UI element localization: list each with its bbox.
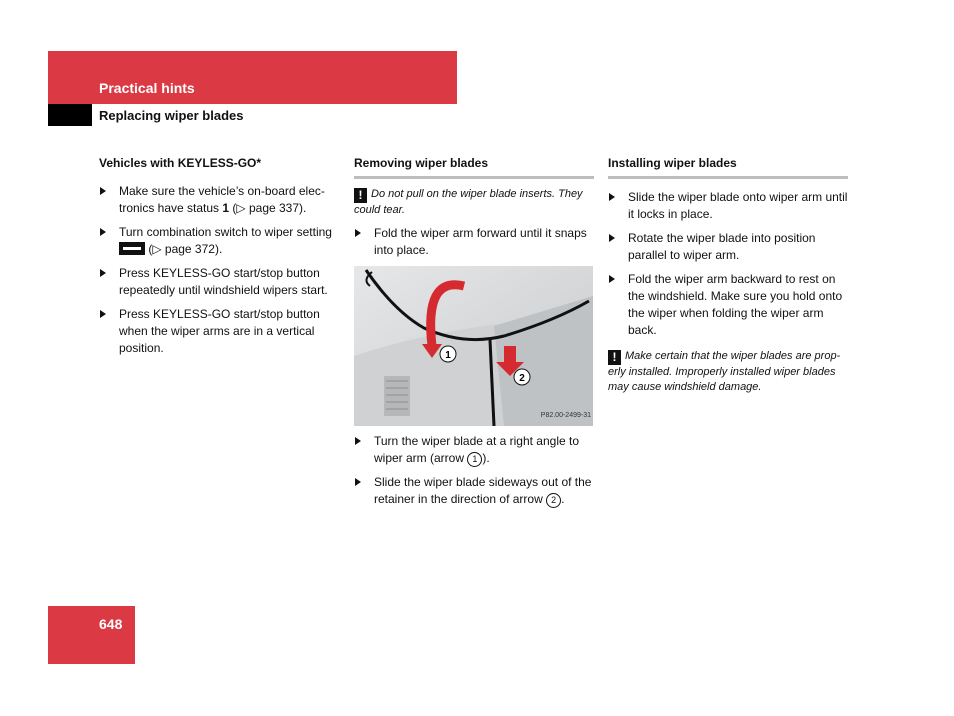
page-number: 648 — [99, 616, 123, 632]
header-marker — [48, 104, 92, 126]
column-installing — [608, 155, 848, 395]
page-reference: (▷ page 337). — [229, 201, 307, 215]
arrow-callout: 1 — [467, 452, 482, 467]
step-text: Press KEYLESS-GO start/stop button when the wiper arms are in a vertical position. — [119, 307, 320, 355]
wiper-setting-icon — [119, 242, 145, 255]
step-text: . — [561, 492, 565, 506]
page-subtitle: Replacing wiper blades — [99, 108, 244, 123]
bullet-arrow-icon — [609, 193, 615, 201]
step-text: Fold the wiper arm forward until it snaps into place. — [374, 226, 587, 257]
step-text: Rotate the wiper blade into position parallel to wiper arm. — [628, 231, 816, 262]
bullet-arrow-icon — [100, 310, 106, 318]
list-item — [354, 474, 594, 508]
list-item — [608, 230, 848, 264]
list-item — [608, 271, 848, 339]
bullet-arrow-icon — [100, 269, 106, 277]
bullet-arrow-icon — [355, 437, 361, 445]
step-text: ). — [482, 451, 490, 465]
warning-text: Do not pull on the wiper blade inserts. They could tear. — [354, 188, 583, 216]
warning-icon: ! — [608, 350, 621, 365]
list-item — [354, 225, 594, 259]
figure-callout-1: 1 — [445, 350, 451, 361]
bullet-arrow-icon — [609, 234, 615, 242]
bullet-arrow-icon — [355, 478, 361, 486]
status-value: 1 — [222, 201, 230, 215]
warning-text: Make certain that the wiper blades are prop-erly installed. Improperly installed wiper blades may cause windshield damage. — [608, 350, 841, 393]
list-item — [99, 306, 339, 357]
warning-note — [608, 349, 848, 395]
page-reference: (▷ page 372). — [145, 242, 223, 256]
step-text: Turn the wiper blade at a right angle to wiper arm (arrow — [374, 434, 580, 465]
bullet-arrow-icon — [100, 187, 106, 195]
arrow-callout: 2 — [546, 493, 561, 508]
column-removing — [354, 155, 594, 508]
list-item — [354, 433, 594, 467]
wiper-illustration-drawing — [354, 266, 593, 426]
figure-callout-2: 2 — [519, 373, 525, 384]
list-item — [99, 224, 339, 258]
step-text: Slide the wiper blade sideways out of the retainer in the direction of arrow — [374, 475, 592, 506]
column-heading: Installing wiper blades — [608, 155, 848, 179]
step-text: Turn combination switch to wiper setting — [119, 225, 332, 239]
step-text: Make sure the vehicle’s on-board elec-tronics have status — [119, 184, 325, 215]
step-text: Fold the wiper arm backward to rest on the windshield. Make sure you hold onto the wiper when folding the wiper arm back. — [628, 272, 843, 337]
warning-note — [354, 187, 594, 218]
list-item — [99, 265, 339, 299]
bullet-arrow-icon — [355, 229, 361, 237]
section-title: Practical hints — [99, 80, 195, 96]
list-item — [608, 189, 848, 223]
list-item — [99, 183, 339, 217]
step-text: Press KEYLESS-GO start/stop button repeatedly until windshield wipers start. — [119, 266, 328, 297]
step-text: Slide the wiper blade onto wiper arm until it locks in place. — [628, 190, 848, 221]
column-heading: Removing wiper blades — [354, 155, 594, 179]
column-heading: Vehicles with KEYLESS-GO* — [99, 156, 262, 170]
bullet-arrow-icon — [609, 275, 615, 283]
warning-icon: ! — [354, 188, 367, 203]
header-banner — [48, 51, 457, 104]
figure-code: P82.00-2499-31 — [540, 412, 591, 419]
page-number-box — [48, 606, 135, 664]
wiper-illustration — [354, 266, 593, 426]
bullet-arrow-icon — [100, 228, 106, 236]
column-keyless-go — [99, 155, 339, 357]
